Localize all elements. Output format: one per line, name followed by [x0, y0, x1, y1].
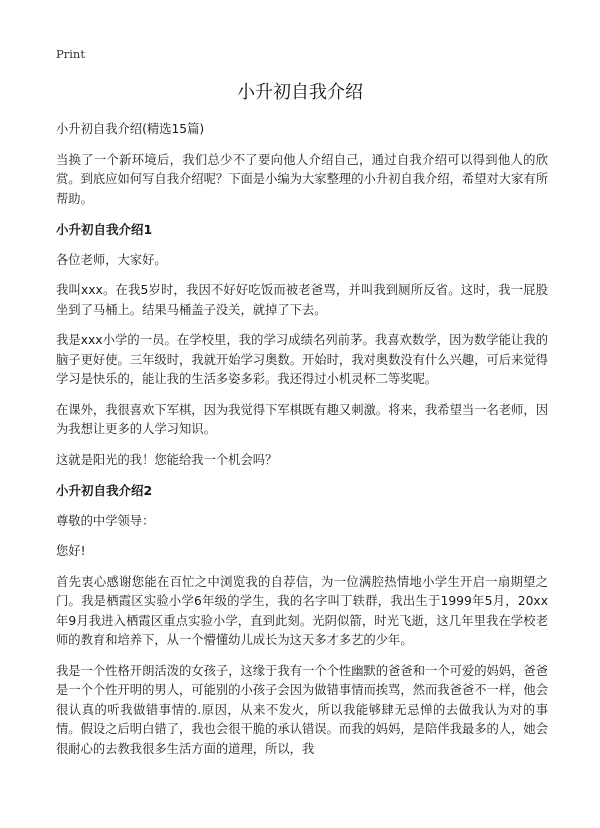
paragraph: 我是xxx小学的一员。在学校里，我的学习成绩名列前茅。我喜欢数学，因为数学能让我的脑子更好使。三年级时，我就开始学习奥数。开始时，我对奥数没有什么兴趣，可后来觉得学习是快乐的，能让我的生活多姿多彩。我还得过小机灵杯二等奖呢。: [56, 333, 548, 386]
paragraph: 在课外，我很喜欢下军棋，因为我觉得下军棋既有趣又刺激。将来，我希望当一名老师，因为我想让更多的人学习知识。: [56, 402, 548, 436]
print-link[interactable]: Print: [56, 47, 85, 61]
page-title: 小升初自我介绍: [237, 82, 363, 103]
paragraph: 各位老师，大家好。: [56, 252, 167, 267]
paragraph: 首先衷心感谢您能在百忙之中浏览我的自荐信，为一位满腔热情地小学生开启一扇期望之门。我是栖霞区实验小学6年级的学生，我的名字叫丁轶群，我出生于1999年5月，20xx年9月我进入栖霞区重点实验小学，直到此刻。光阴似箭，时光飞逝，这几年里我在学校老师的教育和培养下，从一个懵懂幼儿成长为这天多才多艺的少年。: [56, 574, 548, 647]
intro-paragraph: 当换了一个新环境后，我们总少不了要向他人介绍自己，通过自我介绍可以得到他人的欣赏。到底应如何写自我介绍呢？下面是小编为大家整理的小升初自我介绍，希望对大家有所帮助。: [56, 152, 548, 206]
article-subtitle: 小升初自我介绍(精选15篇): [56, 122, 205, 136]
paragraph: 我叫xxx。在我5岁时，我因不好好吃饭而被老爸骂，并叫我到厕所反省。这时，我一屁股坐到了马桶上。结果马桶盖子没关，就掉了下去。: [56, 283, 548, 317]
section-heading: 小升初自我介绍1: [56, 222, 153, 237]
article-body: [56, 120, 548, 770]
paragraph: 我是一个性格开朗活泼的女孩子，这缘于我有一个个性幽默的爸爸和一个可爱的妈妈，爸爸是一个个性开明的男人，可能别的小孩子会因为做错事情而挨骂，然而我爸爸不一样，他会很认真的听我做错事情的.原因，从来不发火，所以我能够肆无忌惮的去做我认为对的事情。假设之后明白错了，我也会很干脆的承认错误。而我的妈妈，是陪伴我最多的人，她会很耐心的去教我很多生活方面的道理，所以，我: [56, 663, 548, 756]
paragraph: 这就是阳光的我！您能给我一个机会吗？: [56, 452, 278, 467]
paragraph: 尊敬的中学领导：: [56, 513, 155, 528]
section-heading: 小升初自我介绍2: [56, 483, 153, 498]
paragraph: 您好!: [56, 544, 86, 558]
